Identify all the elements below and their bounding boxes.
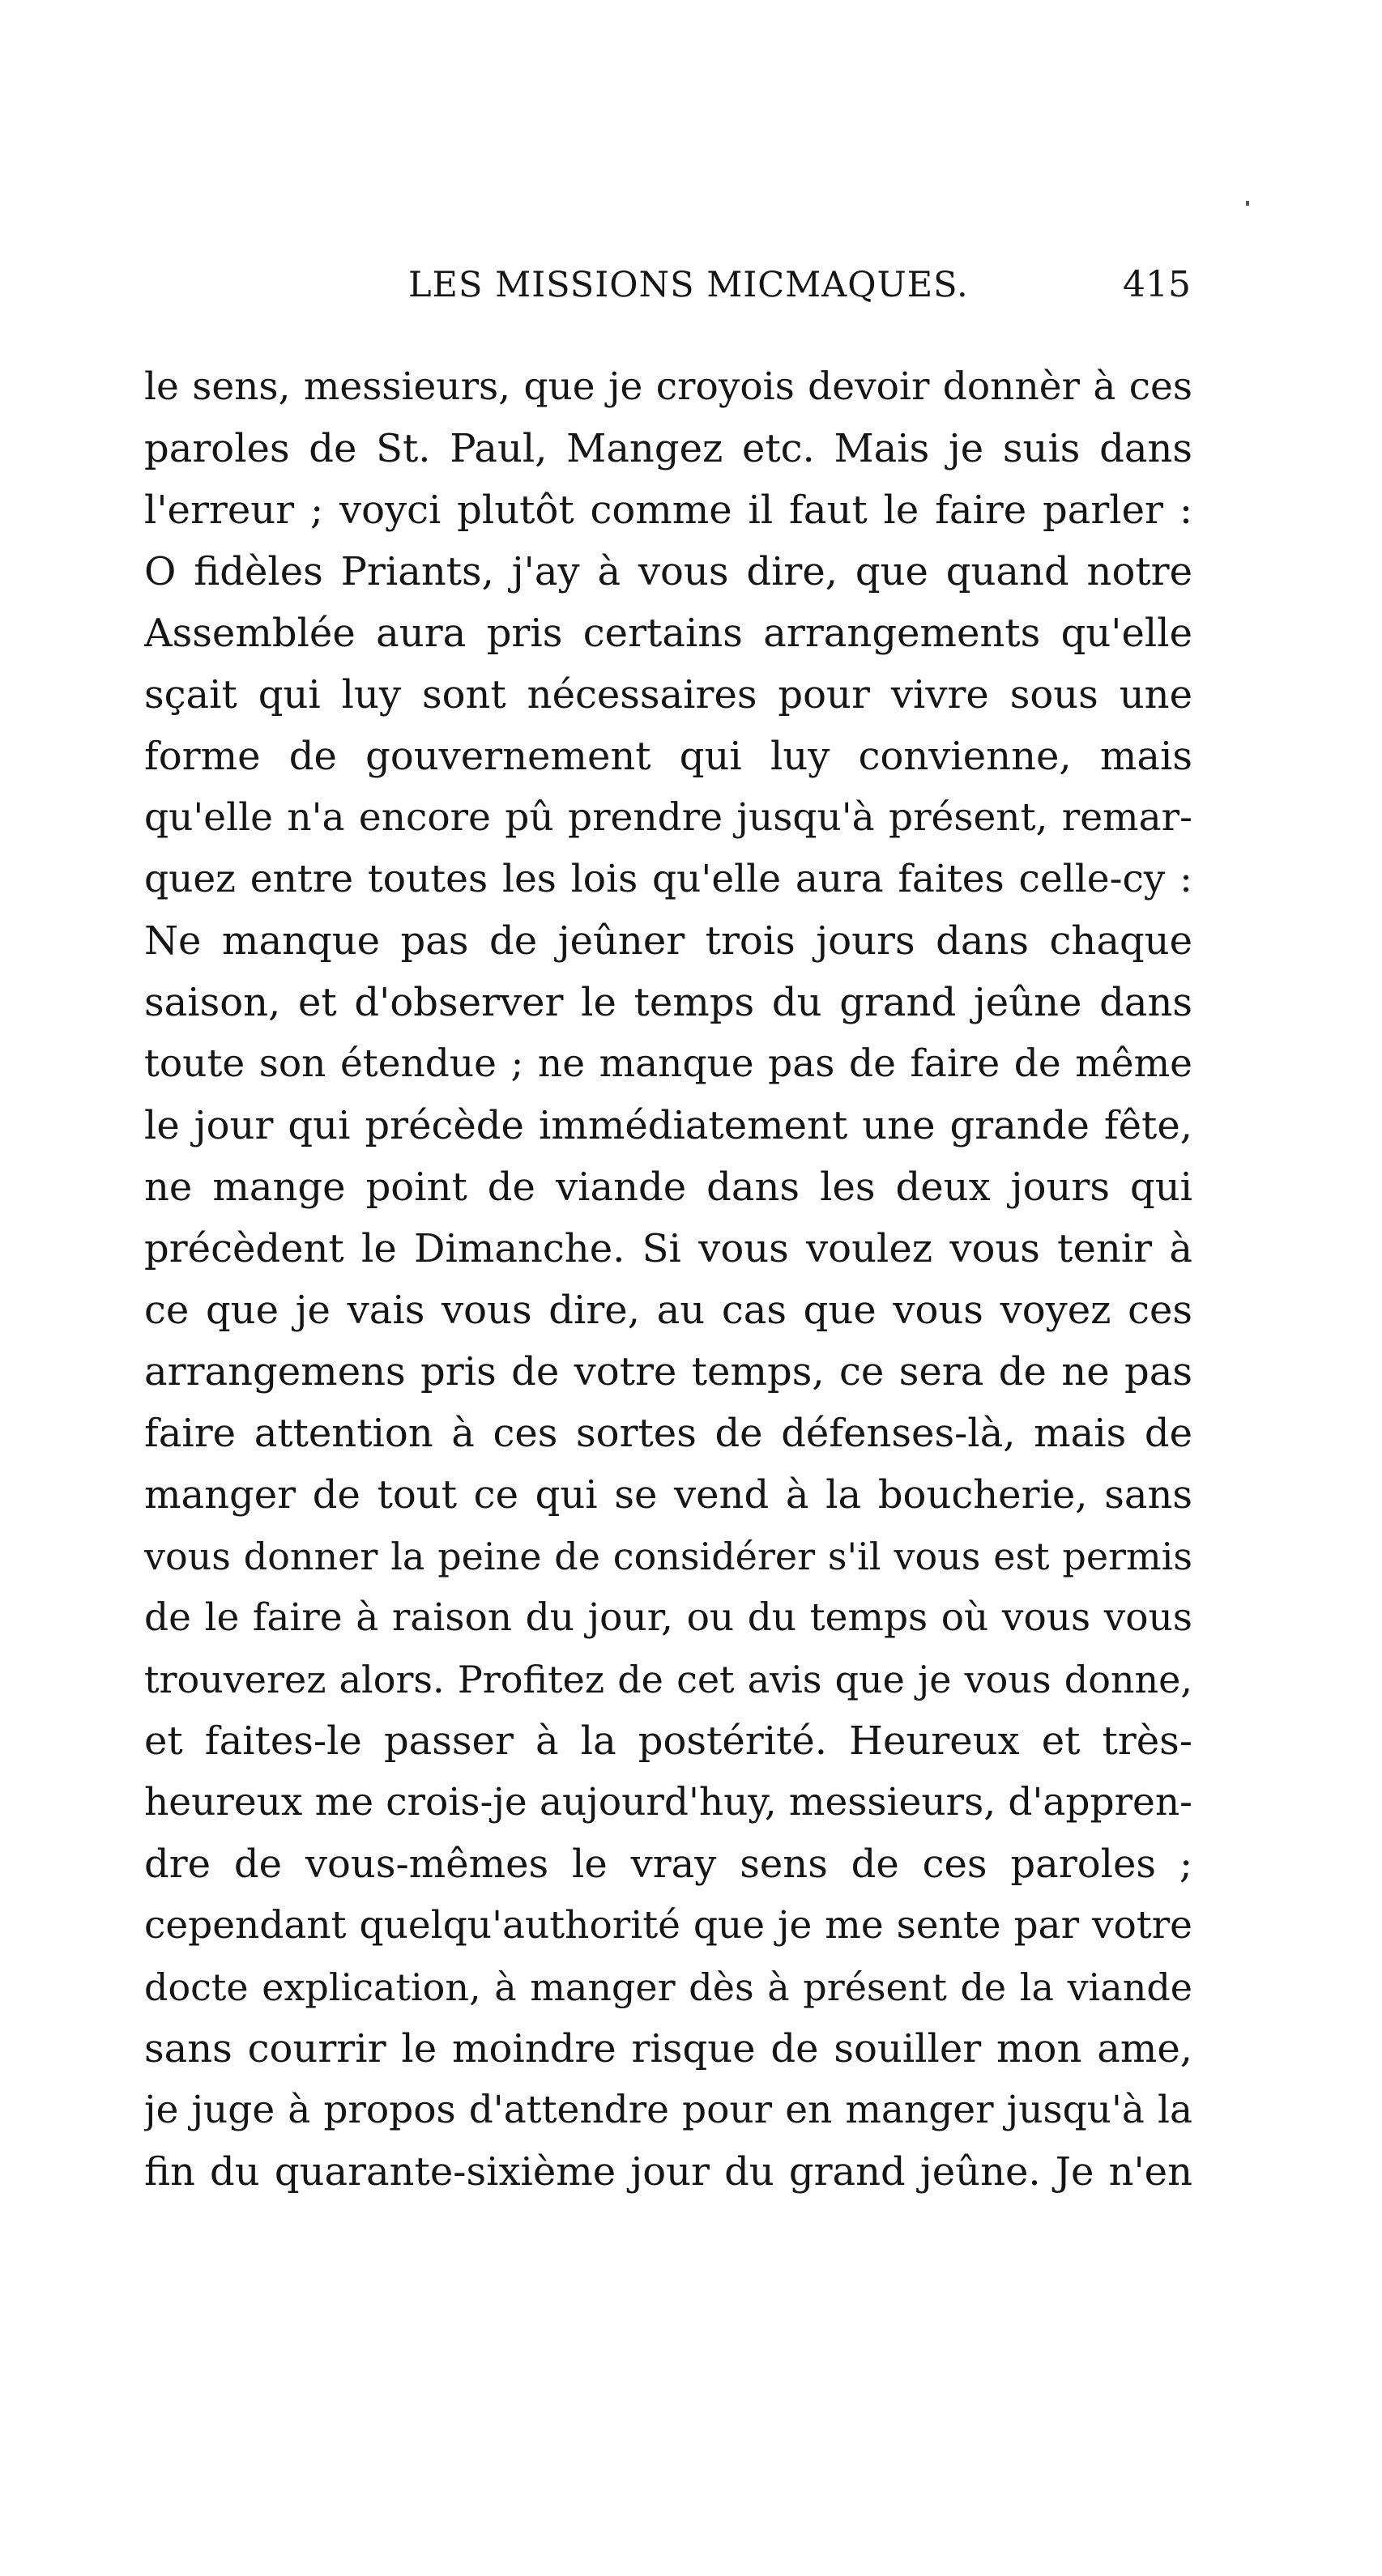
text-line: l'erreur ; voyci plutôt comme il faut le faire parler : bbox=[144, 488, 1192, 533]
text-line: saison, et d'observer le temps du grand jeûne dans bbox=[144, 980, 1192, 1025]
text-line: et faites-le passer à la postérité. Heureux et très- bbox=[144, 1718, 1192, 1764]
text-line: dre de vous-mêmes le vray sens de ces paroles ; bbox=[144, 1842, 1192, 1887]
running-header bbox=[146, 261, 1191, 309]
text-line: ne mange point de viande dans les deux jours qui bbox=[144, 1165, 1192, 1210]
text-line: qu'elle n'a encore pû prendre jusqu'à présent, remar- bbox=[144, 795, 1192, 840]
text-line: Assemblée aura pris certains arrangements qu'elle bbox=[144, 611, 1192, 656]
text-line: fin du quarante-sixième jour du grand jeûne. Je n'en bbox=[144, 2149, 1192, 2195]
text-line: forme de gouvernement qui luy convienne, mais bbox=[144, 734, 1192, 779]
text-line: O fidèles Priants, j'ay à vous dire, que quand notre bbox=[144, 549, 1192, 594]
text-line: précèdent le Dimanche. Si vous voulez vous tenir à bbox=[144, 1226, 1192, 1271]
text-line: faire attention à ces sortes de défenses-là, mais de bbox=[144, 1411, 1192, 1456]
print-speck bbox=[1246, 201, 1249, 206]
text-line: trouverez alors. Profitez de cet avis que je vous donne, bbox=[144, 1658, 1192, 1701]
text-line: cependant quelqu'authorité que je me sente par votre bbox=[144, 1903, 1192, 1948]
text-line: Ne manque pas de jeûner trois jours dans chaque bbox=[144, 918, 1192, 964]
text-line: docte explication, à manger dès à présent de la viande bbox=[144, 1965, 1192, 2009]
text-line: vous donner la peine de considérer s'il vous est permis bbox=[144, 1535, 1192, 1578]
body-text bbox=[144, 356, 1192, 2203]
text-line: toute son étendue ; ne manque pas de faire de même bbox=[144, 1041, 1192, 1086]
page-number: 415 bbox=[1123, 264, 1191, 305]
text-line: heureux me crois-je aujourd'huy, messieurs, d'appren- bbox=[144, 1780, 1192, 1824]
text-line: arrangemens pris de votre temps, ce sera de ne pas bbox=[144, 1349, 1192, 1394]
text-line: ce que je vais vous dire, au cas que vous voyez ces bbox=[144, 1288, 1192, 1333]
running-title: LES MISSIONS MICMAQUES. bbox=[408, 265, 969, 305]
text-line: quez entre toutes les lois qu'elle aura faites celle-cy : bbox=[144, 857, 1192, 901]
text-line: le jour qui précède immédiatement une grande fête, bbox=[144, 1103, 1192, 1148]
text-line: paroles de St. Paul, Mangez etc. Mais je suis dans bbox=[144, 426, 1192, 471]
text-line: de le faire à raison du jour, ou du temps où vous vous bbox=[144, 1595, 1192, 1640]
text-line: le sens, messieurs, que je croyois devoir donnèr à ces bbox=[144, 364, 1192, 409]
text-line: je juge à propos d'attendre pour en manger jusqu'à la bbox=[144, 2088, 1192, 2132]
text-line: sans courrir le moindre risque de souiller mon ame, bbox=[144, 2026, 1192, 2071]
text-line: sçait qui luy sont nécessaires pour vivre sous une bbox=[144, 672, 1192, 717]
text-line: manger de tout ce qui se vend à la boucherie, sans bbox=[144, 1472, 1192, 1518]
